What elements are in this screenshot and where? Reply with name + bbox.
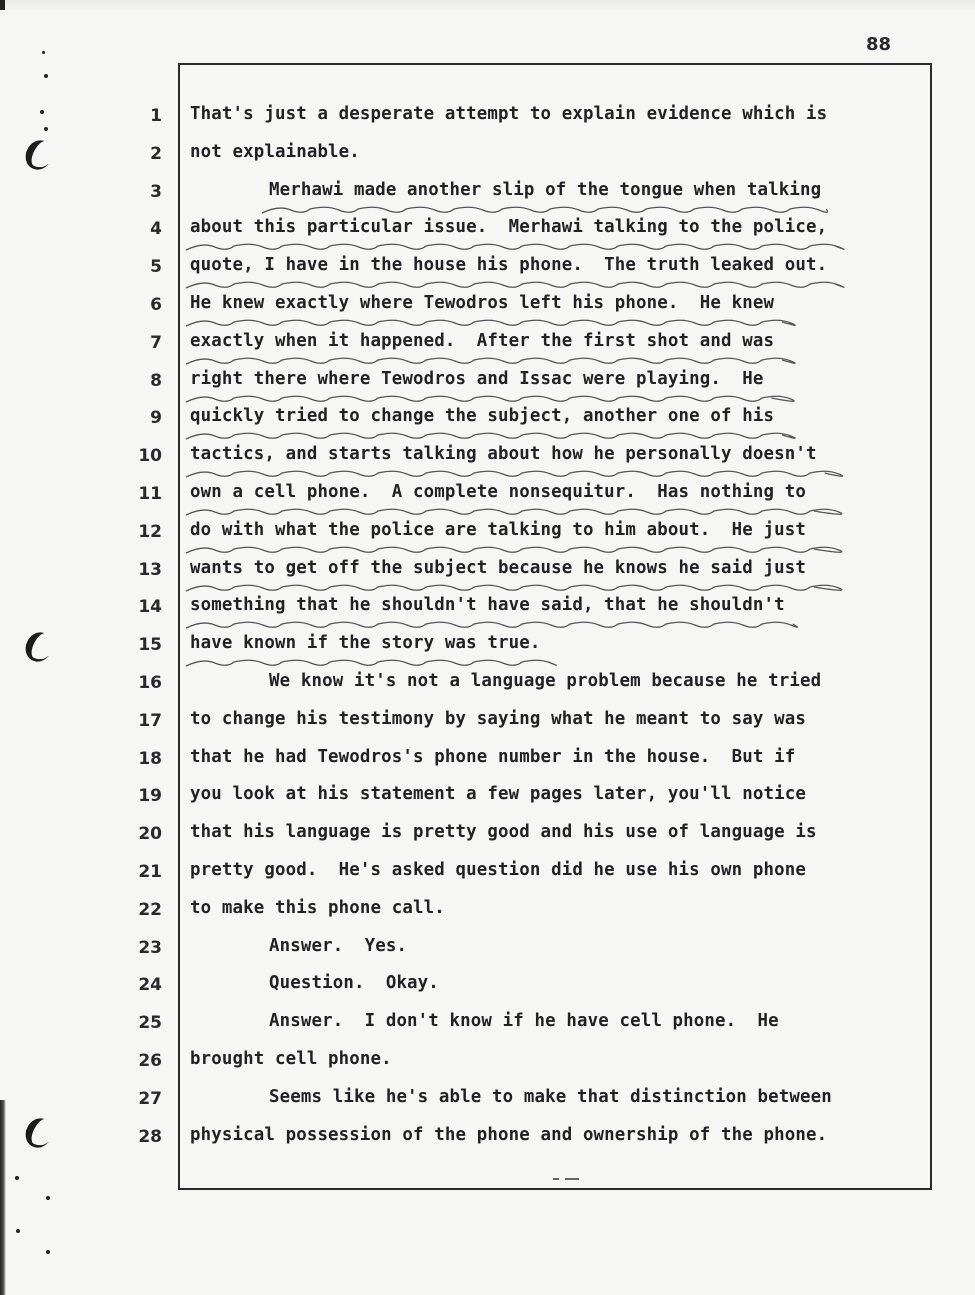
line-number: 2	[150, 143, 162, 164]
line-number: 6	[150, 295, 162, 315]
scan-speck	[44, 74, 48, 78]
transcript-line: That's just a desperate attempt to explain evidence which is	[190, 104, 828, 124]
line-number: 17	[138, 710, 162, 731]
line-number: 28	[138, 1126, 162, 1147]
line-number: 19	[138, 786, 162, 807]
scan-speck	[46, 1196, 50, 1200]
line-number: 3	[150, 181, 162, 202]
punch-hole-top	[21, 136, 57, 174]
transcript-line: quickly tried to change the subject, another one of his	[190, 406, 775, 427]
scan-edge	[0, 0, 975, 10]
line-number: 5	[150, 257, 162, 278]
handwritten-underline	[186, 430, 782, 444]
line-number: 21	[138, 862, 162, 882]
transcript-line: to make this phone call.	[190, 897, 445, 918]
underline-stroke	[186, 623, 797, 629]
scan-edge-shadow	[0, 1100, 6, 1295]
underline-stroke	[186, 358, 795, 364]
transcript-line: do with what the police are talking to him about. He just	[190, 519, 806, 540]
scan-speck	[46, 1250, 50, 1254]
transcript-line: Answer. Yes.	[269, 935, 408, 956]
transcript-line: own a cell phone. A complete nonsequitur. Has nothing to	[190, 482, 806, 502]
transcript-line: He knew exactly where Tewodros left his phone. He knew	[190, 293, 775, 313]
handwritten-underline	[186, 279, 835, 293]
transcript-line: right there where Tewodros and Issac were playing. He	[190, 368, 764, 389]
handwritten-underline	[186, 468, 825, 482]
line-number: 9	[150, 408, 162, 429]
line-number: 4	[150, 219, 162, 240]
transcript-line: that his language is pretty good and his use of language is	[190, 822, 817, 843]
line-number: 27	[138, 1088, 162, 1109]
line-number: 23	[138, 937, 162, 958]
line-number: 16	[138, 673, 162, 693]
handwritten-underline	[186, 657, 548, 671]
scan-edge-mark	[0, 0, 5, 10]
transcript-line: brought cell phone.	[190, 1049, 392, 1069]
scan-speck	[40, 110, 44, 114]
transcript-line: have known if the story was true.	[190, 633, 541, 654]
line-number: 14	[138, 597, 162, 618]
transcript-line: to change his testimony by saying what he meant to say was	[190, 708, 806, 729]
handwritten-underline	[186, 241, 835, 255]
line-number: 13	[138, 559, 162, 580]
transcript-line: wants to get off the subject because he knows he said just	[190, 557, 806, 578]
line-number: 20	[138, 824, 162, 845]
line-number: 26	[138, 1051, 162, 1071]
handwritten-underline	[186, 506, 814, 520]
transcript-line: Answer. I don't know if he have cell phone. He	[269, 1011, 779, 1032]
handwritten-underline	[186, 619, 793, 633]
line-number: 22	[138, 899, 162, 920]
transcript-line: pretty good. He's asked question did he use his own phone	[190, 860, 806, 880]
line-number: 1	[150, 106, 162, 126]
handwritten-underline	[186, 355, 782, 369]
underline-stroke	[186, 396, 794, 402]
line-number: 25	[138, 1013, 162, 1034]
underline-stroke	[186, 320, 795, 326]
transcript-line: Seems like he's able to make that distinction between	[269, 1086, 832, 1107]
underline-stroke	[186, 282, 844, 288]
scan-speck	[42, 51, 45, 54]
handwritten-underline	[186, 582, 814, 596]
transcript-line: Question. Okay.	[269, 973, 439, 994]
transcript-line: about this particular issue. Merhawi talking to the police,	[190, 217, 828, 238]
line-number: 18	[138, 748, 162, 769]
transcript-line: quote, I have in the house his phone. The truth leaked out.	[190, 255, 828, 276]
line-number: 8	[150, 370, 162, 391]
underline-stroke	[186, 585, 842, 591]
punch-hole-middle	[21, 628, 57, 666]
transcript-line: physical possession of the phone and ownership of the phone.	[190, 1124, 828, 1145]
handwritten-underline	[262, 204, 826, 218]
underline-stroke	[186, 547, 842, 553]
line-number: 15	[138, 635, 162, 656]
line-number: 7	[150, 332, 162, 353]
underline-stroke	[186, 434, 795, 440]
transcript-line: We know it's not a language problem because he tried	[269, 671, 822, 691]
underline-stroke	[186, 509, 842, 515]
transcript-line: exactly when it happened. After the first shot and was	[190, 330, 775, 351]
transcript-line: you look at his statement a few pages later, you'll notice	[190, 784, 806, 805]
handwritten-underline	[186, 544, 814, 558]
transcript-line: something that he shouldn't have said, that he shouldn't	[190, 595, 785, 616]
transcript-line: Merhawi made another slip of the tongue when talking	[269, 179, 822, 200]
line-number: 10	[138, 446, 162, 467]
underline-stroke	[186, 245, 844, 251]
line-number: 12	[138, 521, 162, 542]
underline-stroke	[186, 471, 843, 477]
page-number: 88	[866, 34, 892, 55]
scan-speck	[44, 127, 48, 131]
handwritten-underline	[186, 393, 771, 407]
underline-stroke	[186, 660, 556, 666]
scan-speck	[15, 1176, 19, 1180]
scan-speck	[16, 1229, 20, 1233]
underline-stroke	[262, 207, 828, 213]
scan-mark	[553, 1178, 579, 1180]
punch-hole-bottom	[21, 1114, 57, 1152]
line-number: 11	[138, 484, 162, 504]
transcript-line: tactics, and starts talking about how he personally doesn't	[190, 444, 817, 465]
line-number: 24	[138, 975, 162, 996]
transcript-line: not explainable.	[190, 141, 360, 162]
transcript-line: that he had Tewodros's phone number in the house. But if	[190, 746, 796, 767]
handwritten-underline	[186, 317, 782, 331]
